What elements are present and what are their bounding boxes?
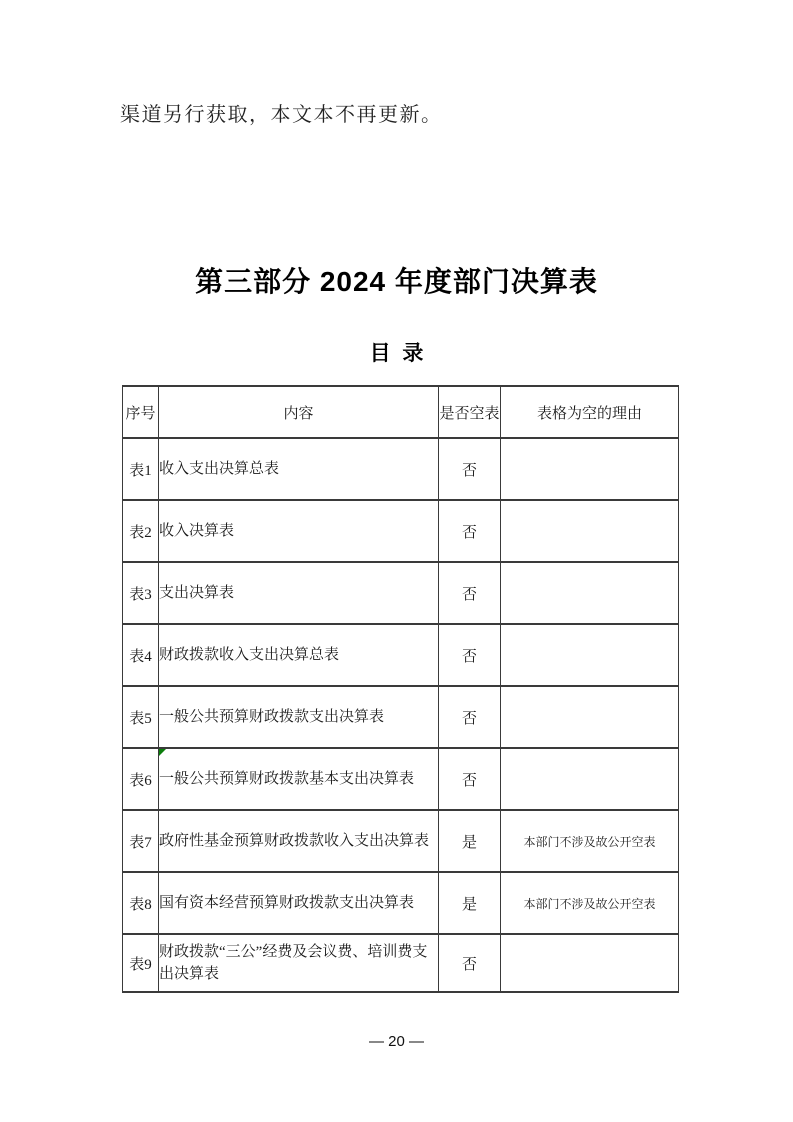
- row-no-cell: 表8: [123, 872, 159, 934]
- section-title: 第三部分 2024 年度部门决算表: [195, 266, 598, 297]
- table-row: [123, 438, 679, 500]
- table-row: [123, 500, 679, 562]
- row-content-cell: [159, 748, 439, 810]
- header-no: 序号: [123, 386, 159, 438]
- row-no-cell: 表6: [123, 748, 159, 810]
- row-empty-flag-cell: 否: [439, 500, 501, 562]
- row-content-text: 一般公共预算财政拨款基本支出决算表: [159, 770, 415, 787]
- table-row: [123, 562, 679, 624]
- table-header-row: [123, 386, 679, 438]
- row-empty-flag-cell: 是: [439, 810, 501, 872]
- row-no-cell: 表5: [123, 686, 159, 748]
- row-empty-flag-cell: 否: [439, 934, 501, 992]
- header-content: 内容: [159, 386, 439, 438]
- row-content-cell: 支出决算表: [159, 562, 439, 624]
- row-no-cell: 表7: [123, 810, 159, 872]
- row-reason-cell: [501, 686, 679, 748]
- header-empty-flag: 是否空表: [439, 386, 501, 438]
- table-row: [123, 934, 679, 992]
- row-reason-cell: [501, 748, 679, 810]
- row-content-cell: 国有资本经营预算财政拨款支出决算表: [159, 872, 439, 934]
- row-content-cell: 财政拨款收入支出决算总表: [159, 624, 439, 686]
- row-no-cell: 表4: [123, 624, 159, 686]
- green-corner-marker: [159, 749, 166, 756]
- row-empty-flag-cell: 否: [439, 748, 501, 810]
- row-empty-flag-cell: 否: [439, 624, 501, 686]
- row-reason-cell: 本部门不涉及故公开空表: [501, 810, 679, 872]
- row-empty-flag-cell: 否: [439, 562, 501, 624]
- row-no-cell: 表9: [123, 934, 159, 992]
- row-reason-cell: [501, 438, 679, 500]
- row-reason-cell: [501, 934, 679, 992]
- row-no-cell: 表3: [123, 562, 159, 624]
- row-reason-cell: [501, 624, 679, 686]
- row-reason-cell: 本部门不涉及故公开空表: [501, 872, 679, 934]
- row-empty-flag-cell: 是: [439, 872, 501, 934]
- page-number: — 20 —: [368, 1033, 425, 1050]
- table-row: [123, 810, 679, 872]
- table-row: [123, 748, 679, 810]
- row-reason-cell: [501, 562, 679, 624]
- toc-table: [122, 385, 679, 993]
- row-content-cell: 财政拨款“三公”经费及会议费、培训费支出决算表: [159, 934, 439, 992]
- toc-heading: 目 录: [369, 342, 424, 365]
- row-content-cell: 收入支出决算总表: [159, 438, 439, 500]
- row-empty-flag-cell: 否: [439, 438, 501, 500]
- row-no-cell: 表1: [123, 438, 159, 500]
- row-content-cell: 一般公共预算财政拨款支出决算表: [159, 686, 439, 748]
- table-row: [123, 872, 679, 934]
- table-row: [123, 686, 679, 748]
- intro-paragraph: 渠道另行获取，本文本不再更新。: [120, 104, 443, 126]
- row-content-cell: 政府性基金预算财政拨款收入支出决算表: [159, 810, 439, 872]
- row-reason-cell: [501, 500, 679, 562]
- table-row: [123, 624, 679, 686]
- row-empty-flag-cell: 否: [439, 686, 501, 748]
- row-no-cell: 表2: [123, 500, 159, 562]
- header-reason: 表格为空的理由: [501, 386, 679, 438]
- row-content-cell: 收入决算表: [159, 500, 439, 562]
